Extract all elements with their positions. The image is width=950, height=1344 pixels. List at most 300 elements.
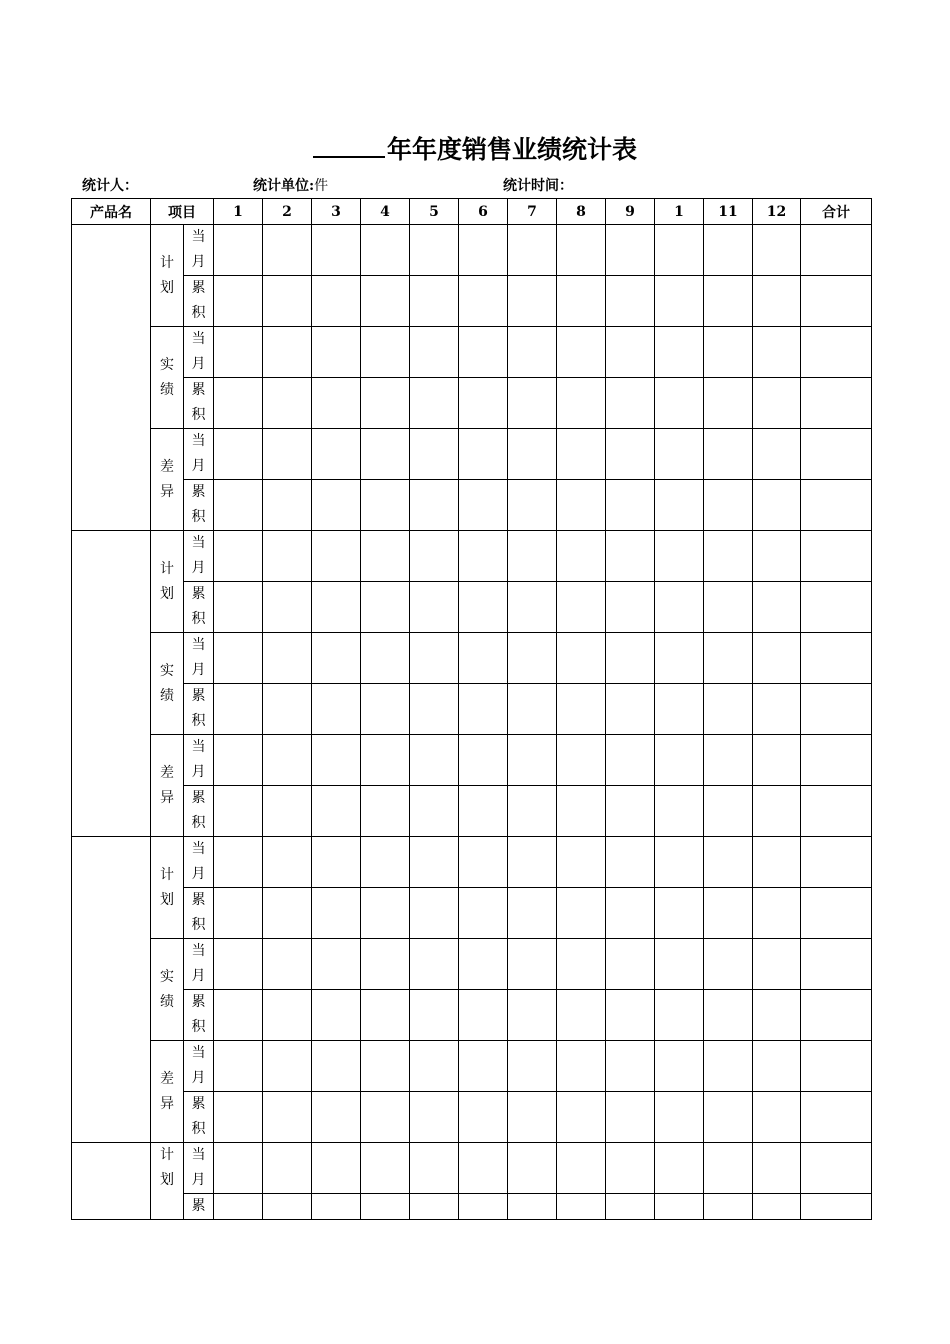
- data-cell[interactable]: [704, 1194, 753, 1220]
- sub-item-label: 当月: [184, 429, 214, 480]
- data-cell[interactable]: [606, 531, 655, 582]
- sub-item-label: 累积: [184, 480, 214, 531]
- page-title: 年年度销售业绩统计表: [0, 133, 950, 167]
- data-cell[interactable]: [214, 582, 263, 633]
- data-cell[interactable]: [214, 684, 263, 735]
- data-cell[interactable]: [753, 480, 801, 531]
- data-cell[interactable]: [801, 939, 872, 990]
- stat-unit: 统计单位:件: [253, 178, 329, 194]
- data-cell[interactable]: [557, 1041, 606, 1092]
- table-row: [72, 327, 872, 378]
- data-cell[interactable]: [753, 990, 801, 1041]
- data-cell[interactable]: [459, 1092, 508, 1143]
- data-cell[interactable]: [655, 684, 704, 735]
- data-cell[interactable]: [312, 939, 361, 990]
- data-cell[interactable]: [361, 225, 410, 276]
- data-cell[interactable]: [361, 1143, 410, 1194]
- data-cell[interactable]: [801, 1143, 872, 1194]
- data-cell[interactable]: [508, 276, 557, 327]
- data-cell[interactable]: [410, 582, 459, 633]
- data-cell[interactable]: [801, 684, 872, 735]
- data-cell[interactable]: [508, 531, 557, 582]
- data-cell[interactable]: [361, 786, 410, 837]
- data-cell[interactable]: [361, 582, 410, 633]
- data-cell[interactable]: [801, 786, 872, 837]
- data-cell[interactable]: [508, 378, 557, 429]
- data-cell[interactable]: [410, 1194, 459, 1220]
- data-cell[interactable]: [801, 327, 872, 378]
- data-cell[interactable]: [753, 735, 801, 786]
- data-cell[interactable]: [508, 225, 557, 276]
- data-cell[interactable]: [801, 378, 872, 429]
- data-cell[interactable]: [263, 1092, 312, 1143]
- data-cell[interactable]: [704, 837, 753, 888]
- data-cell[interactable]: [410, 531, 459, 582]
- data-cell[interactable]: [312, 888, 361, 939]
- data-cell[interactable]: [508, 633, 557, 684]
- data-cell[interactable]: [361, 1194, 410, 1220]
- data-cell[interactable]: [410, 327, 459, 378]
- data-cell[interactable]: [508, 786, 557, 837]
- data-cell[interactable]: [704, 1143, 753, 1194]
- data-cell[interactable]: [263, 786, 312, 837]
- data-cell[interactable]: [753, 1143, 801, 1194]
- data-cell[interactable]: [410, 1143, 459, 1194]
- data-cell[interactable]: [361, 990, 410, 1041]
- data-cell[interactable]: [361, 837, 410, 888]
- data-cell[interactable]: [606, 276, 655, 327]
- data-cell[interactable]: [753, 1041, 801, 1092]
- data-cell[interactable]: [557, 429, 606, 480]
- data-cell[interactable]: [753, 531, 801, 582]
- data-cell[interactable]: [704, 378, 753, 429]
- data-cell[interactable]: [753, 378, 801, 429]
- data-cell[interactable]: [214, 327, 263, 378]
- data-cell[interactable]: [557, 1092, 606, 1143]
- data-cell[interactable]: [655, 1041, 704, 1092]
- data-cell[interactable]: [655, 1194, 704, 1220]
- data-cell[interactable]: [655, 582, 704, 633]
- data-cell[interactable]: [704, 1041, 753, 1092]
- data-cell[interactable]: [263, 837, 312, 888]
- data-cell[interactable]: [801, 837, 872, 888]
- data-cell[interactable]: [655, 1143, 704, 1194]
- data-cell[interactable]: [655, 276, 704, 327]
- data-cell[interactable]: [655, 633, 704, 684]
- header-cell: 7: [508, 199, 557, 225]
- data-cell[interactable]: [214, 990, 263, 1041]
- data-cell[interactable]: [214, 633, 263, 684]
- header-cell: 合计: [801, 199, 872, 225]
- data-cell[interactable]: [263, 582, 312, 633]
- data-cell[interactable]: [557, 990, 606, 1041]
- data-cell[interactable]: [459, 633, 508, 684]
- table-row: [72, 480, 872, 531]
- data-cell[interactable]: [459, 684, 508, 735]
- data-cell[interactable]: [214, 1041, 263, 1092]
- data-cell[interactable]: [557, 1143, 606, 1194]
- data-cell[interactable]: [704, 1092, 753, 1143]
- data-cell[interactable]: [606, 1143, 655, 1194]
- table-row: [72, 786, 872, 837]
- data-cell[interactable]: [459, 531, 508, 582]
- data-cell[interactable]: [655, 939, 704, 990]
- data-cell[interactable]: [263, 276, 312, 327]
- data-cell[interactable]: [606, 327, 655, 378]
- data-cell[interactable]: [410, 786, 459, 837]
- sub-item-label: 累积: [184, 684, 214, 735]
- data-cell[interactable]: [214, 531, 263, 582]
- data-cell[interactable]: [263, 888, 312, 939]
- group-label: 差异: [151, 429, 184, 531]
- data-cell[interactable]: [312, 480, 361, 531]
- data-cell[interactable]: [508, 990, 557, 1041]
- data-cell[interactable]: [655, 735, 704, 786]
- data-cell[interactable]: [508, 1092, 557, 1143]
- data-cell[interactable]: [753, 327, 801, 378]
- data-cell[interactable]: [459, 378, 508, 429]
- group-label: 差异: [151, 735, 184, 837]
- data-cell[interactable]: [508, 1194, 557, 1220]
- data-cell[interactable]: [606, 1092, 655, 1143]
- data-cell[interactable]: [410, 1041, 459, 1092]
- data-cell[interactable]: [361, 429, 410, 480]
- data-cell[interactable]: [410, 888, 459, 939]
- data-cell[interactable]: [704, 531, 753, 582]
- data-cell[interactable]: [508, 684, 557, 735]
- data-cell[interactable]: [655, 480, 704, 531]
- data-cell[interactable]: [263, 735, 312, 786]
- data-cell[interactable]: [263, 429, 312, 480]
- data-cell[interactable]: [801, 582, 872, 633]
- data-cell[interactable]: [361, 939, 410, 990]
- data-cell[interactable]: [459, 786, 508, 837]
- data-cell[interactable]: [312, 429, 361, 480]
- data-cell[interactable]: [361, 735, 410, 786]
- data-cell[interactable]: [312, 633, 361, 684]
- data-cell[interactable]: [361, 633, 410, 684]
- data-cell[interactable]: [263, 480, 312, 531]
- data-cell[interactable]: [557, 225, 606, 276]
- data-cell[interactable]: [361, 378, 410, 429]
- data-cell[interactable]: [606, 990, 655, 1041]
- data-cell[interactable]: [459, 429, 508, 480]
- data-cell[interactable]: [214, 378, 263, 429]
- data-cell[interactable]: [361, 888, 410, 939]
- data-cell[interactable]: [753, 1092, 801, 1143]
- data-cell[interactable]: [459, 327, 508, 378]
- data-cell[interactable]: [704, 939, 753, 990]
- product-name-cell[interactable]: [72, 531, 151, 837]
- data-cell[interactable]: [753, 429, 801, 480]
- data-cell[interactable]: [508, 1143, 557, 1194]
- data-cell[interactable]: [312, 684, 361, 735]
- data-cell[interactable]: [312, 378, 361, 429]
- year-blank: [313, 134, 385, 158]
- data-cell[interactable]: [312, 327, 361, 378]
- data-cell[interactable]: [312, 786, 361, 837]
- table-row: [72, 1194, 872, 1220]
- data-cell[interactable]: [606, 837, 655, 888]
- data-cell[interactable]: [410, 633, 459, 684]
- data-cell[interactable]: [508, 327, 557, 378]
- data-cell[interactable]: [459, 990, 508, 1041]
- data-cell[interactable]: [410, 990, 459, 1041]
- data-cell[interactable]: [263, 633, 312, 684]
- data-cell[interactable]: [753, 939, 801, 990]
- data-cell[interactable]: [557, 480, 606, 531]
- data-cell[interactable]: [508, 837, 557, 888]
- data-cell[interactable]: [214, 1092, 263, 1143]
- data-cell[interactable]: [312, 225, 361, 276]
- data-cell[interactable]: [263, 225, 312, 276]
- group-label: 计划: [151, 1143, 184, 1220]
- data-cell[interactable]: [263, 378, 312, 429]
- data-cell[interactable]: [214, 225, 263, 276]
- data-cell[interactable]: [753, 888, 801, 939]
- data-cell[interactable]: [263, 684, 312, 735]
- data-cell[interactable]: [312, 837, 361, 888]
- data-cell[interactable]: [753, 684, 801, 735]
- data-cell[interactable]: [606, 633, 655, 684]
- data-cell[interactable]: [214, 786, 263, 837]
- data-cell[interactable]: [508, 735, 557, 786]
- data-cell[interactable]: [459, 582, 508, 633]
- data-cell[interactable]: [410, 429, 459, 480]
- data-cell[interactable]: [557, 684, 606, 735]
- data-cell[interactable]: [361, 327, 410, 378]
- data-cell[interactable]: [704, 429, 753, 480]
- data-cell[interactable]: [704, 276, 753, 327]
- data-cell[interactable]: [606, 1194, 655, 1220]
- data-cell[interactable]: [410, 480, 459, 531]
- data-cell[interactable]: [801, 429, 872, 480]
- data-cell[interactable]: [459, 939, 508, 990]
- data-cell[interactable]: [410, 735, 459, 786]
- stat-person: 统计人：: [82, 178, 138, 194]
- data-cell[interactable]: [606, 378, 655, 429]
- data-cell[interactable]: [508, 1041, 557, 1092]
- data-cell[interactable]: [508, 939, 557, 990]
- data-cell[interactable]: [801, 1041, 872, 1092]
- data-cell[interactable]: [801, 888, 872, 939]
- data-cell[interactable]: [214, 888, 263, 939]
- data-cell[interactable]: [459, 735, 508, 786]
- data-cell[interactable]: [312, 1092, 361, 1143]
- data-cell[interactable]: [753, 1194, 801, 1220]
- data-cell[interactable]: [655, 429, 704, 480]
- data-cell[interactable]: [655, 225, 704, 276]
- data-cell[interactable]: [655, 531, 704, 582]
- data-cell[interactable]: [361, 684, 410, 735]
- data-cell[interactable]: [410, 378, 459, 429]
- data-cell[interactable]: [214, 837, 263, 888]
- data-cell[interactable]: [801, 990, 872, 1041]
- sub-item-label: 累积: [184, 786, 214, 837]
- data-cell[interactable]: [801, 1194, 872, 1220]
- data-cell[interactable]: [410, 939, 459, 990]
- data-cell[interactable]: [459, 276, 508, 327]
- table-row: [72, 735, 872, 786]
- data-cell[interactable]: [459, 837, 508, 888]
- data-cell[interactable]: [361, 1041, 410, 1092]
- data-cell[interactable]: [214, 276, 263, 327]
- data-cell[interactable]: [557, 837, 606, 888]
- data-cell[interactable]: [801, 276, 872, 327]
- data-cell[interactable]: [753, 837, 801, 888]
- data-cell[interactable]: [753, 225, 801, 276]
- data-cell[interactable]: [459, 1194, 508, 1220]
- data-cell[interactable]: [753, 276, 801, 327]
- data-cell[interactable]: [508, 429, 557, 480]
- data-cell[interactable]: [410, 276, 459, 327]
- data-cell[interactable]: [312, 1143, 361, 1194]
- table-row: [72, 276, 872, 327]
- product-name-cell[interactable]: [72, 225, 151, 531]
- data-cell[interactable]: [557, 735, 606, 786]
- data-cell[interactable]: [263, 531, 312, 582]
- data-cell[interactable]: [801, 480, 872, 531]
- sub-item-label: 累: [184, 1194, 214, 1220]
- data-cell[interactable]: [312, 1194, 361, 1220]
- data-cell[interactable]: [459, 480, 508, 531]
- data-cell[interactable]: [214, 429, 263, 480]
- data-cell[interactable]: [606, 1041, 655, 1092]
- data-cell[interactable]: [655, 837, 704, 888]
- data-cell[interactable]: [557, 888, 606, 939]
- header-cell: 4: [361, 199, 410, 225]
- data-cell[interactable]: [606, 225, 655, 276]
- data-cell[interactable]: [508, 888, 557, 939]
- data-cell[interactable]: [312, 582, 361, 633]
- data-cell[interactable]: [704, 327, 753, 378]
- data-cell[interactable]: [606, 939, 655, 990]
- data-cell[interactable]: [361, 480, 410, 531]
- header-cell: 12: [753, 199, 801, 225]
- data-cell[interactable]: [263, 1194, 312, 1220]
- data-cell[interactable]: [214, 1143, 263, 1194]
- data-cell[interactable]: [263, 939, 312, 990]
- product-name-cell[interactable]: [72, 837, 151, 1143]
- header-cell: 9: [606, 199, 655, 225]
- data-cell[interactable]: [606, 684, 655, 735]
- data-cell[interactable]: [410, 225, 459, 276]
- data-cell[interactable]: [606, 582, 655, 633]
- data-cell[interactable]: [459, 888, 508, 939]
- data-cell[interactable]: [753, 786, 801, 837]
- group-label: 计划: [151, 837, 184, 939]
- data-cell[interactable]: [263, 1143, 312, 1194]
- data-cell[interactable]: [214, 939, 263, 990]
- data-cell[interactable]: [557, 327, 606, 378]
- data-cell[interactable]: [312, 276, 361, 327]
- data-cell[interactable]: [557, 786, 606, 837]
- data-cell[interactable]: [459, 1041, 508, 1092]
- data-cell[interactable]: [606, 888, 655, 939]
- data-cell[interactable]: [557, 531, 606, 582]
- data-cell[interactable]: [312, 735, 361, 786]
- data-cell[interactable]: [655, 786, 704, 837]
- sub-item-label: 累积: [184, 276, 214, 327]
- data-cell[interactable]: [557, 633, 606, 684]
- data-cell[interactable]: [704, 735, 753, 786]
- data-cell[interactable]: [557, 1194, 606, 1220]
- data-cell[interactable]: [704, 633, 753, 684]
- data-cell[interactable]: [655, 327, 704, 378]
- data-cell[interactable]: [753, 633, 801, 684]
- data-cell[interactable]: [508, 582, 557, 633]
- data-cell[interactable]: [361, 531, 410, 582]
- data-cell[interactable]: [312, 531, 361, 582]
- data-cell[interactable]: [459, 225, 508, 276]
- data-cell[interactable]: [801, 633, 872, 684]
- data-cell[interactable]: [214, 735, 263, 786]
- group-label: 实绩: [151, 327, 184, 429]
- data-cell[interactable]: [801, 735, 872, 786]
- header-cell: 6: [459, 199, 508, 225]
- data-cell[interactable]: [410, 684, 459, 735]
- data-cell[interactable]: [801, 531, 872, 582]
- data-cell[interactable]: [704, 684, 753, 735]
- data-cell[interactable]: [557, 939, 606, 990]
- table-row: [72, 990, 872, 1041]
- sub-item-label: 累积: [184, 888, 214, 939]
- data-cell[interactable]: [801, 225, 872, 276]
- data-cell[interactable]: [655, 990, 704, 1041]
- data-cell[interactable]: [361, 1092, 410, 1143]
- data-cell[interactable]: [704, 225, 753, 276]
- sub-item-label: 累积: [184, 582, 214, 633]
- data-cell[interactable]: [606, 429, 655, 480]
- data-cell[interactable]: [214, 480, 263, 531]
- data-cell[interactable]: [655, 888, 704, 939]
- data-cell[interactable]: [557, 276, 606, 327]
- data-cell[interactable]: [459, 1143, 508, 1194]
- data-cell[interactable]: [410, 837, 459, 888]
- data-cell[interactable]: [557, 582, 606, 633]
- data-cell[interactable]: [704, 990, 753, 1041]
- data-cell[interactable]: [704, 582, 753, 633]
- data-cell[interactable]: [263, 990, 312, 1041]
- data-cell[interactable]: [801, 1092, 872, 1143]
- data-cell[interactable]: [557, 378, 606, 429]
- data-cell[interactable]: [655, 378, 704, 429]
- table-row: [72, 888, 872, 939]
- data-cell[interactable]: [606, 480, 655, 531]
- data-cell[interactable]: [214, 1194, 263, 1220]
- data-cell[interactable]: [410, 1092, 459, 1143]
- sub-item-label: 当月: [184, 939, 214, 990]
- data-cell[interactable]: [312, 990, 361, 1041]
- sub-item-label: 当月: [184, 1143, 214, 1194]
- data-cell[interactable]: [606, 786, 655, 837]
- product-name-cell[interactable]: [72, 1143, 151, 1220]
- data-cell[interactable]: [704, 786, 753, 837]
- data-cell[interactable]: [655, 1092, 704, 1143]
- data-cell[interactable]: [263, 1041, 312, 1092]
- table-row: [72, 429, 872, 480]
- data-cell[interactable]: [606, 735, 655, 786]
- data-cell[interactable]: [263, 327, 312, 378]
- data-cell[interactable]: [361, 276, 410, 327]
- data-cell[interactable]: [508, 480, 557, 531]
- data-cell[interactable]: [704, 888, 753, 939]
- table-row: [72, 1092, 872, 1143]
- table-row: [72, 837, 872, 888]
- data-cell[interactable]: [704, 480, 753, 531]
- data-cell[interactable]: [753, 582, 801, 633]
- data-cell[interactable]: [312, 1041, 361, 1092]
